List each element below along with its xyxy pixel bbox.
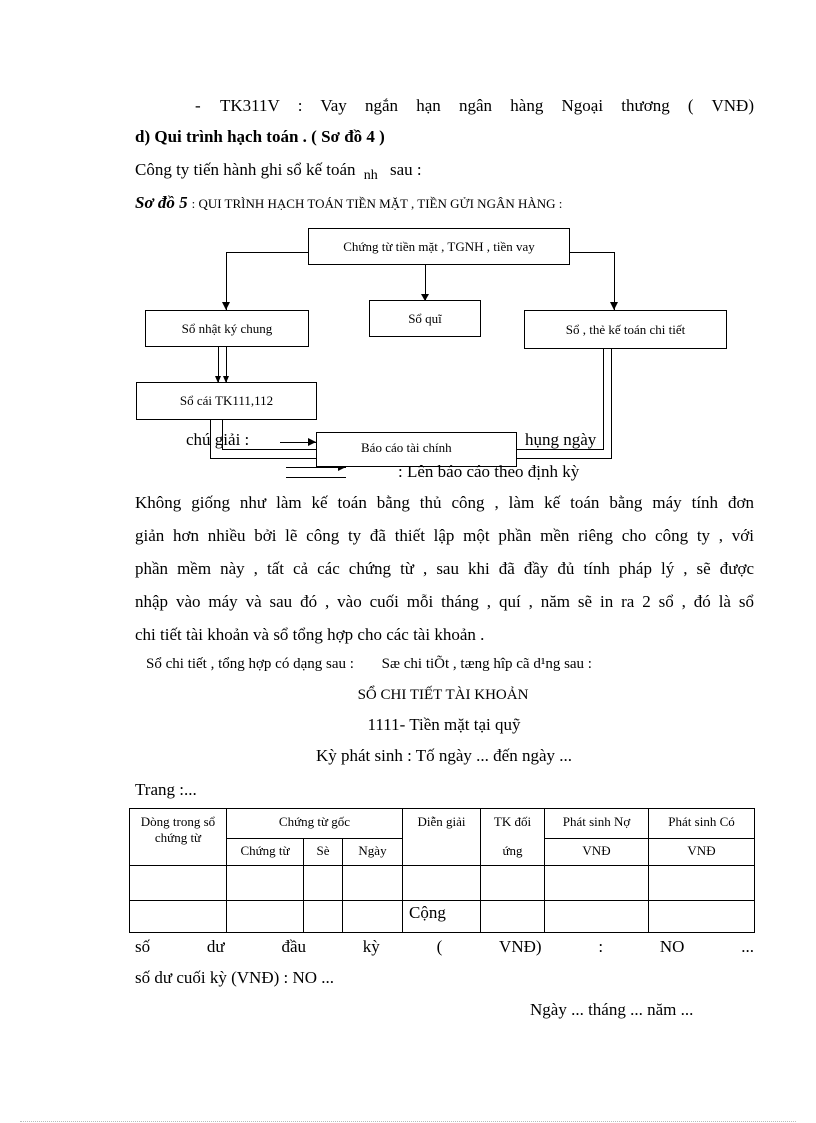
page-label: Trang :... [135,780,197,799]
header-line-number: Dòng trong sổ chứng từ [130,809,227,866]
table-cell [304,901,343,933]
table-cell [649,866,755,901]
paragraph-line: phần mềm này , tất cả các chứng từ , sau khi đã đầy đủ tính pháp lý , sẽ được [135,559,754,578]
paragraph-line: Không giống như làm kế toán bằng thủ công , làm kế toán bằng máy tính đơn [135,493,754,512]
intro-sentence-b: sau : [390,160,422,179]
paragraph-line: nhập vào máy và sau đó , vào cuối mỗi tháng , quí , năm sẽ in ra 2 sổ , đó là sổ [135,592,754,611]
header-source-docs: Chứng từ gốc [227,809,403,839]
section-heading: d) Qui trình hạch toán . ( Sơ đồ 4 ) [135,127,385,146]
table-cell [481,901,545,933]
paragraph-line: chi tiết tài khoản và sổ tổng hợp cho các tài khoản . [135,625,485,644]
node-detail-ledger: Sổ , thẻ kế toán chi tiết [524,310,727,349]
header-debit: Phát sinh Nợ [545,809,649,839]
ledger-table [129,808,755,933]
node-cash-book: Sổ quĩ [369,300,481,337]
table-cell [130,901,227,933]
opening-word: : [598,937,604,956]
header-account: TK đối [481,809,545,839]
header-description: Diễn giải [403,809,481,866]
header-debit-currency: VNĐ [545,839,649,866]
arrowhead [308,438,316,446]
table-cell [304,866,343,901]
opening-word: đầu [281,937,306,956]
header-number: Sè [304,839,343,866]
opening-word: kỳ [362,937,380,956]
table-header-row [130,809,755,839]
table-cell [227,901,304,933]
opening-word: số [135,937,151,956]
table-cell [481,866,545,901]
table-cell [545,866,649,901]
legend-periodic: : Lên báo cáo theo định kỳ [398,462,580,481]
opening-balance [135,937,754,957]
body-paragraph [135,493,754,658]
intro-sentence-a: Công ty tiến hành ghi sổ kế toán [135,160,356,179]
table-cell [649,901,755,933]
header-doc: Chứng từ [227,839,304,866]
table-cell [227,866,304,901]
ledger-account: 1111- Tiền mặt tại quỹ [367,715,521,734]
arrowhead [610,302,618,310]
ledger-period: Kỳ phát sinh : Tố ngày ... đến ngày ... [315,746,573,765]
node-financial-report: Báo cáo tài chính [316,432,517,467]
closing-balance: số dư cuối kỳ (VNĐ) : NO ... [135,968,335,987]
summary-text-garbled: Sæ chi tiÕt , tæng hîp cã d¹ng sau : [381,656,592,672]
opening-word: VNĐ) [499,937,542,956]
legend-label: chú giải : [186,430,250,449]
table-cell [343,866,403,901]
signature-date: Ngày ... tháng ... năm ... [530,1000,694,1019]
node-general-journal: Sổ nhật ký chung [145,310,309,347]
table-cell [545,901,649,933]
diagram-title: : QUI TRÌNH HẠCH TOÁN TIỀN MẶT , TIỀN GỬI NGÂN HÀNG : [191,196,563,211]
table-cell [130,866,227,901]
arrowhead [222,302,230,310]
table-row [130,866,755,901]
table-cell [403,866,481,901]
header-credit-currency: VNĐ [649,839,755,866]
diagram-label: Sơ đồ 5 [135,193,188,212]
ledger-title: SỔ CHI TIẾT TÀI KHOẢN [357,687,529,703]
account-line-text: TK311V : Vay ngắn hạn ngân hàng Ngoại thương ( VNĐ) [220,96,754,115]
page-edge [20,1121,796,1122]
table-cell [343,901,403,933]
header-credit: Phát sinh Có [649,809,755,839]
header-date: Ngày [343,839,403,866]
opening-word: dư [206,937,225,956]
paragraph-line: giản hơn nhiều bởi lẽ công ty đã thiết lập một phần mền riêng cho công ty , với [135,526,754,545]
legend-daily: hụng ngày [525,430,597,449]
table-total-row [130,901,755,933]
header-account-2: ứng [481,839,545,866]
bullet-dash: - [195,96,201,115]
node-source-documents: Chứng từ tiền mặt , TGNH , tiền vay [308,228,570,265]
intro-sentence-nh: nh [363,168,378,183]
summary-text: Sổ chi tiết , tổng hợp có dạng sau : [146,656,354,672]
opening-word: ... [741,937,754,956]
summary-line [146,656,592,673]
total-label: Cộng [403,901,481,933]
node-general-ledger: Sổ cái TK111,112 [136,382,317,420]
opening-word: NO [659,937,685,956]
opening-word: ( [436,937,443,956]
